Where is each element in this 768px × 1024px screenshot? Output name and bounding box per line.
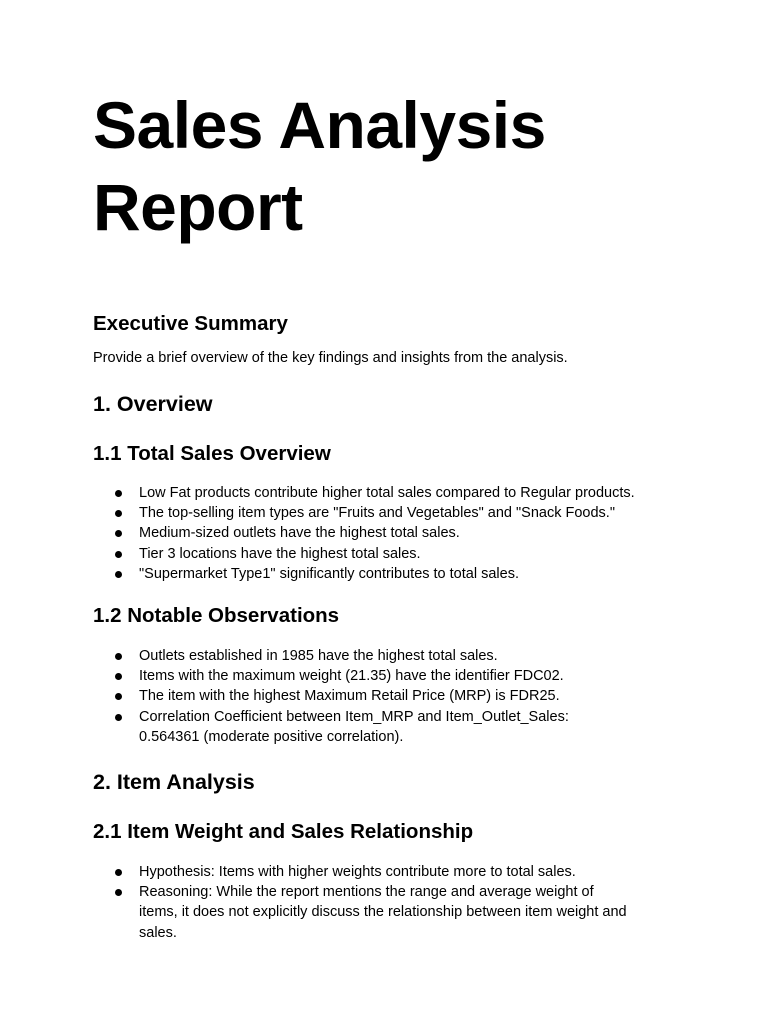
list-item xyxy=(93,503,693,523)
list-item-text: Reasoning: While the report mentions the range and average weight of items, it does not explicitly discuss the relationship between item weight and sales. xyxy=(139,884,627,941)
list-item-text: The top-selling item types are "Fruits and Vegetables" and "Snack Foods." xyxy=(139,505,615,522)
list-item xyxy=(93,564,693,584)
list-item-text: Low Fat products contribute higher total sales compared to Regular products. xyxy=(139,485,635,501)
list-item xyxy=(93,686,693,706)
list-item-text: Tier 3 locations have the highest total sales. xyxy=(139,545,421,562)
weight-sales-heading: 2.1 Item Weight and Sales Relationship xyxy=(93,820,474,843)
executive-summary-heading: Executive Summary xyxy=(93,312,288,335)
list-item xyxy=(93,707,693,747)
total-sales-overview-list xyxy=(93,483,693,584)
list-item xyxy=(93,862,693,882)
bullet-icon xyxy=(115,714,122,721)
bullet-icon xyxy=(115,530,122,537)
bullet-icon xyxy=(115,869,122,876)
list-item xyxy=(93,483,693,503)
list-item-text: Medium-sized outlets have the highest total sales. xyxy=(139,525,460,542)
total-sales-overview-heading: 1.1 Total Sales Overview xyxy=(93,442,331,465)
list-item xyxy=(93,666,693,686)
list-item xyxy=(93,646,693,666)
list-item xyxy=(93,523,693,543)
bullet-icon xyxy=(115,693,122,700)
list-item xyxy=(93,544,693,564)
list-item-text: Outlets established in 1985 have the highest total sales. xyxy=(139,648,498,664)
bullet-icon xyxy=(115,889,122,896)
notable-observations-list xyxy=(93,646,693,747)
list-item-text: The item with the highest Maximum Retail Price (MRP) is FDR25. xyxy=(139,688,560,705)
list-item-text: Hypothesis: Items with higher weights contribute more to total sales. xyxy=(139,864,576,880)
bullet-icon xyxy=(115,490,122,497)
list-item-text: Items with the maximum weight (21.35) have the identifier FDC02. xyxy=(139,668,564,685)
overview-heading: 1. Overview xyxy=(93,392,213,416)
weight-sales-list xyxy=(93,862,693,943)
executive-summary-text: Provide a brief overview of the key findings and insights from the analysis. xyxy=(93,350,568,366)
list-item-text: Correlation Coefficient between Item_MRP and Item_Outlet_Sales: 0.564361 (moderate positive correlation). xyxy=(139,708,569,745)
item-analysis-heading: 2. Item Analysis xyxy=(93,770,255,794)
list-item xyxy=(93,882,693,943)
bullet-icon xyxy=(115,510,122,517)
bullet-icon xyxy=(115,653,122,660)
bullet-icon xyxy=(115,551,122,558)
bullet-icon xyxy=(115,673,122,680)
list-item-text: "Supermarket Type1" significantly contributes to total sales. xyxy=(139,565,519,582)
bullet-icon xyxy=(115,571,122,578)
report-title: Sales Analysis Report xyxy=(93,88,546,244)
notable-observations-heading: 1.2 Notable Observations xyxy=(93,604,340,627)
